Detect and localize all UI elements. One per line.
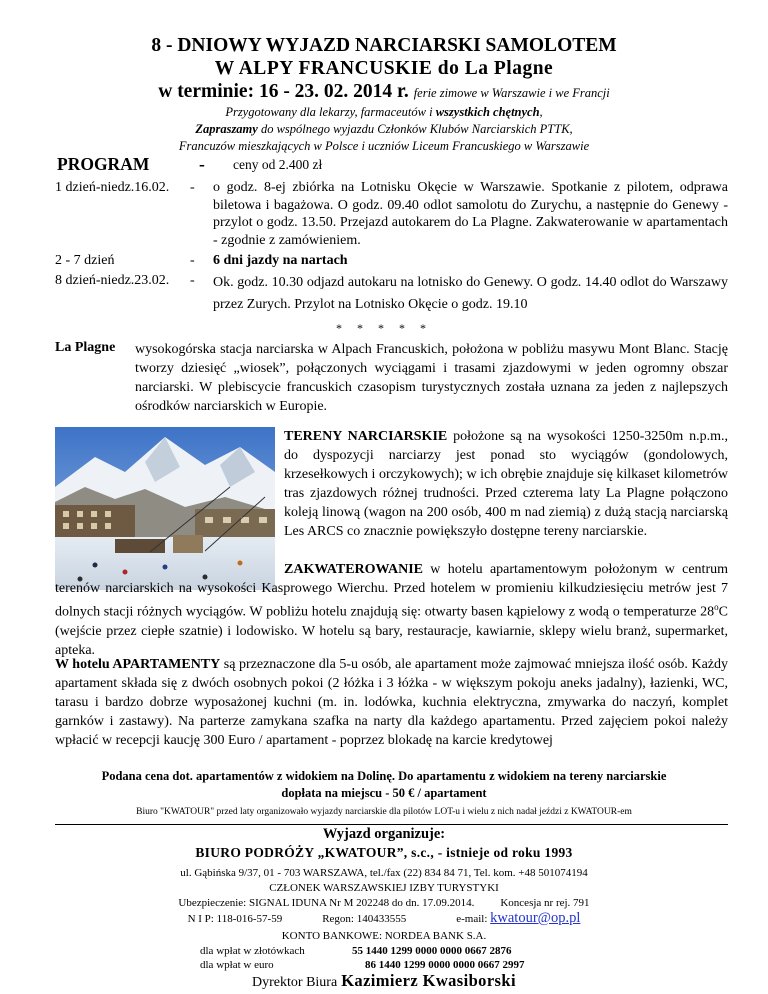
day-label: 2 - 7 dzień (55, 253, 115, 268)
day-label: 8 dzień-niedz.23.02. (55, 273, 170, 288)
pln-account: 55 1440 1299 0000 0000 0667 2876 (352, 945, 512, 957)
chamber-membership: CZŁONEK WARSZAWSKIEJ IZBY TURYSTYKI (269, 882, 499, 894)
email-label: e-mail: (456, 913, 491, 925)
title-line-1: 8 - DNIOWY WYJAZD NARCIARSKI SAMOLOTEM (151, 35, 617, 56)
day-text: o godz. 8-ej zbiórka na Lotnisku Okęcie w Warszawie. Spotkanie z pilotem, odprawa biletowa i bagażowa. O godz. 09.40 odlot samolotu do Zurychu, a następnie do Genewy - przylot o godz. 13.50. Przejazd autokarem do La Plagne. Zakwaterowanie w apartamentach - zgodnie z zamówieniem. (213, 180, 728, 248)
biuro-note: Biuro "KWATOUR" przed laty organizowało wyjazdy narciarskie dla pilotów LOT-u i wielu z nich nadał jeździ z KWATOUR-em (136, 807, 632, 817)
intro-line-1 (0, 104, 768, 121)
day-dash: - (190, 180, 195, 195)
apartments-heading: W hotelu APARTAMENTY (55, 657, 221, 672)
nip: N I P: 118-016-57-59 (187, 913, 283, 925)
term-line (0, 80, 768, 105)
tax-line (0, 911, 768, 927)
bank-name: KONTO BANKOWE: NORDEA BANK S.A. (281, 930, 487, 942)
intro-line-3: Francuzów mieszkających w Polsce i uczniów Liceum Francuskiego w Warszawie (178, 139, 590, 153)
email-link[interactable]: kwatour@op.pl (490, 910, 581, 926)
intro-invite: Zapraszamy (195, 122, 258, 136)
degree-sign: o (714, 602, 719, 612)
la-plagne-label: La Plagne (55, 340, 116, 355)
day-text: Ok. godz. 10.30 odjazd autokaru na lotnisko do Genewy. O godz. 14.40 odlot do Warszawy przez Zurych. Przylot na Lotnisko Okęcie o godz. 19.10 (213, 275, 728, 312)
price-note (0, 768, 768, 802)
price-from: ceny od 2.400 zł (233, 157, 323, 172)
eur-account: 86 1440 1299 0000 0000 0667 2997 (365, 959, 525, 971)
day-dash: - (190, 253, 195, 268)
separator-stars: * * * * * (336, 321, 432, 335)
accommodation-section (55, 560, 728, 660)
insurance: Ubezpieczenie: SIGNAL IDUNA Nr M 202248 do dn. 17.09.2014. (178, 897, 475, 909)
terrain-text: położone są na wysokości 1250-3250m n.p.m., do dyspozycji narciarzy jest ponad sto wyciągów (gondolowych, krzesełkowych i orczykowych); w ich obrębie znajduje się kilkaset kilometrów tras zjazdowych różnej trudności. Przed czterema laty La Plagne połączono koleją linową (wagon na 200 osób, 400 m nad ziemią) z dużą stacją narciarską Les ARCS co znacznie powiększyło dostępne tereny narciarskie. (284, 429, 728, 539)
la-plagne-text: wysokogórska stacja narciarska w Alpach Francuskich, położona w pobliżu masywu Mont Blanc. Stację tworzy dziesięć „wiosek”, połączonych wyciągami i trasami zjazdowymi w jeden ogromny obszar narciarski. W plebiscycie francuskich czasopism turystycznych została uznana za jeden z najlepszych ośrodków narciarskich w Europie. (135, 342, 728, 414)
intro-punct: , (539, 105, 543, 119)
eur-label: dla wpłat w euro (200, 959, 274, 971)
term-label: w terminie: 16 - 23. 02. 2014 r. (158, 81, 409, 102)
pln-account-line (200, 944, 512, 959)
apartments-text: są przeznaczone dla 5-u osób, ale apartament może zajmować mniejsza ilość osób. Każdy apartament składa się z dwóch osobnych pokoi (2 łóżka i 3 łóżka - w większym pokoju aneks jadalny), łazienki, WC, tarasu i bardzo dobrze wyposażonej kuchni (m. in. lodówka, kuchnia elektryczna, zmywarka do naczyń, komplet garnków i zastawy). Na parterze zamykana szafka na narty dla każdego apartamentu. Przed zajęciem pokoi należy wpłacić w recepcji kaucję 300 Euro / apartament - poprzez blokadę na karcie kredytowej (55, 657, 729, 748)
program-label: PROGRAM (57, 154, 150, 174)
program-dash: - (199, 154, 205, 174)
accommodation-heading: ZAKWATEROWANIE (284, 562, 423, 577)
terrain-section (284, 427, 728, 541)
pln-label: dla wpłat w złotówkach (200, 945, 305, 957)
day-text: 6 dni jazdy na nartach (213, 253, 348, 268)
organizer-heading: Wyjazd organizuje: (322, 826, 446, 842)
intro-block (0, 104, 768, 155)
license: Koncesja nr rej. 791 (500, 897, 590, 909)
price-note-line-2: dopłata na miejscu - 50 € / apartament (281, 786, 487, 800)
regon: Regon: 140433555 (322, 913, 407, 925)
day-label: 1 dzień-niedz.16.02. (55, 180, 170, 195)
terrain-heading: TERENY NARCIARSKIE (284, 429, 448, 444)
accommodation-text-b: C (wejście przez ciepłe szatnie) i lodowisko. W hotelu są bary, restauracje, kawiarnie, sklepy wielu branż, supermarket, apteka. (55, 604, 728, 658)
intro-emphasis: wszystkich chętnych (435, 105, 540, 119)
agency-name: BIURO PODRÓŻY „KWATOUR”, s.c., - istnieje od roku 1993 (195, 845, 573, 860)
divider (55, 824, 728, 825)
agency-address: ul. Gąbińska 9/37, 01 - 703 WARSZAWA, tel./fax (22) 834 84 71, Tel. kom. +48 501074194 (180, 867, 588, 879)
price-note-line-1: Podana cena dot. apartamentów z widokiem na Dolinę. Do apartamentu z widokiem na tereny narciarskie (101, 769, 667, 783)
director-label: Dyrektor Biura (252, 975, 338, 990)
term-note: ferie zimowe w Warszawie i we Francji (413, 86, 610, 100)
intro-text: Przygotowany dla lekarzy, farmaceutów i (225, 105, 436, 119)
director-line (0, 971, 768, 991)
day-dash: - (190, 273, 195, 288)
director-name: Kazimierz Kwasiborski (341, 971, 516, 990)
intro-line-2 (0, 121, 768, 138)
insurance-line (0, 896, 768, 911)
intro-text: do wspólnego wyjazdu Członków Klubów Narciarskich PTTK, (257, 122, 573, 136)
apartments-section (55, 655, 728, 750)
accommodation-text-a: w hotelu apartamentowym położonym w centrum terenów narciarskich na wysokości Kasprowego Wierchu. Przed hotelem w promieniu kilkudziesięciu metrów jest 7 dolnych stacji różnych wyciągów. W pobliżu hotelu znajdują się: otwarty basen kąpielowy z wodą o temperaturze 28 (55, 562, 728, 620)
title-line-2: W ALPY FRANCUSKIE do La Plagne (214, 58, 554, 79)
